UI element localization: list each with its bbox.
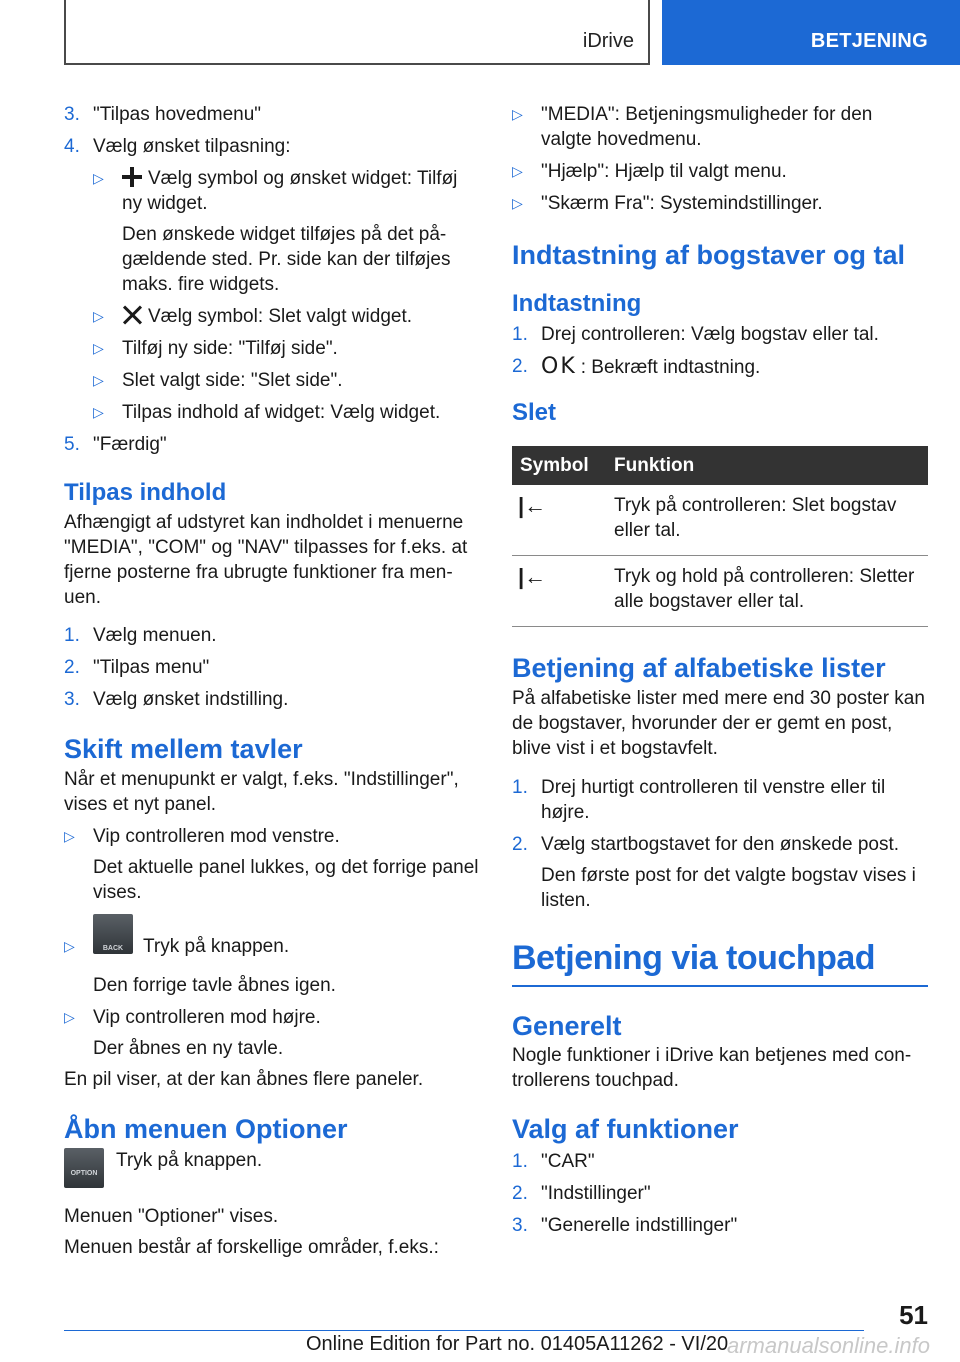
- watermark: armanualsonline.info: [726, 1333, 930, 1358]
- delete-back-icon: |←: [512, 485, 606, 556]
- option-button-image: OPTION: [64, 1148, 104, 1188]
- list-item: 4. Vælg ønsket tilpasning:: [64, 136, 291, 157]
- heading-tilpas-indhold: Tilpas indhold: [64, 479, 227, 506]
- bullet-item: ▷ "Skærm Fra": Systemindstillinger.: [512, 193, 823, 214]
- bullet-item: ▷ Tilføj ny side: "Tilføj side".: [93, 338, 338, 359]
- bullet-triangle-icon: ▷: [93, 170, 104, 186]
- heading-slet: Slet: [512, 399, 557, 426]
- heading-optioner: Åbn menuen Optioner: [64, 1114, 348, 1144]
- plus-icon: [122, 167, 142, 187]
- note-text: Den ønskede widget tilføjes på det pågældende sted. Pr. side kan der tilføjes maks. fire widgets.: [122, 224, 451, 295]
- bullet-triangle-icon: ▷: [64, 828, 75, 844]
- header-section-box: [64, 0, 650, 65]
- close-icon: [122, 305, 142, 325]
- heading-generelt: Generelt: [512, 1011, 622, 1041]
- header-chapter-title: BETJENING: [810, 30, 928, 52]
- left-column: [64, 102, 482, 1260]
- header-section-title: iDrive: [582, 30, 634, 52]
- bullet-item: ▷ Vip controlleren mod venstre.: [64, 826, 340, 847]
- column-header-symbol: Symbol: [512, 446, 606, 485]
- ok-icon: OK: [541, 354, 577, 379]
- page-number: 51: [899, 1300, 928, 1330]
- back-button-image: BACK: [93, 914, 133, 954]
- list-item: 2. Vælg startbogstavet for den ønskede post.: [512, 834, 900, 855]
- bullet-triangle-icon: ▷: [512, 163, 523, 179]
- heading-indtastning: Indtastning: [512, 290, 642, 317]
- heading-skift-mellem-tavler: Skift mellem tavler: [64, 734, 303, 764]
- bullet-item: ▷ Vælg symbol: Slet valgt widget.: [93, 306, 413, 327]
- table-row: [512, 485, 928, 556]
- bullet-item: ▷ "Hjælp": Hjælp til valgt menu.: [512, 161, 787, 182]
- list-item: 1. Drej controlleren: Vælg bogstav eller tal.: [512, 324, 879, 345]
- list-item: 2. OK : Bekræft indtastning.: [512, 354, 761, 379]
- note-text: Det aktuelle panel lukkes, og det forrige panel vises.: [93, 857, 479, 903]
- list-item: 1. Drej hurtigt controlleren til venstre eller til højre.: [512, 777, 886, 823]
- list-item: 1. Vælg menuen.: [64, 625, 217, 646]
- table-row: [512, 556, 928, 627]
- bullet-triangle-icon: ▷: [64, 938, 75, 954]
- bullet-triangle-icon: ▷: [512, 106, 523, 122]
- table-cell: Tryk på controlleren: Slet bogstav eller tal.: [606, 485, 928, 556]
- list-item: 2. "Indstillinger": [512, 1183, 651, 1204]
- header-chapter-tab: [662, 0, 960, 65]
- bullet-item: ▷ BACK Tryk på knappen.: [64, 914, 482, 969]
- heading-alfabetiske-lister: Betjening af alfabetiske lister: [512, 653, 886, 683]
- bullet-item: ▷ "MEDIA": Betjeningsmuligheder for den valgte hovedmenu.: [512, 104, 873, 150]
- paragraph: Nogle funktioner i iDrive kan betjenes med controllerens touchpad.: [512, 1045, 912, 1091]
- paragraph: Menuen består af forskellige områder, f.eks.:: [64, 1237, 439, 1258]
- footer-divider: [64, 1330, 864, 1331]
- list-item: 3. Vælg ønsket indstilling.: [64, 689, 289, 710]
- delete-back-icon: |←: [512, 556, 606, 627]
- symbol-table: [512, 446, 928, 627]
- note-text: Den første post for det valgte bogstav vises i listen.: [541, 865, 916, 911]
- paragraph: Afhængigt af udstyret kan indholdet i menuerne "MEDIA", "COM" og "NAV" tilpasses for f.eks. at fjerne posterne fra ubrugte funktioner fra menuen.: [64, 512, 468, 608]
- table-cell: Tryk og hold på controlleren: Sletter alle bogstaver eller tal.: [606, 556, 928, 627]
- column-header-funktion: Funktion: [606, 446, 928, 485]
- note-text: Den forrige tavle åbnes igen.: [93, 975, 336, 996]
- heading-valg-af-funktioner: Valg af funktioner: [512, 1114, 739, 1144]
- bullet-item: ▷ Slet valgt side: "Slet side".: [93, 370, 343, 391]
- right-column: [512, 102, 928, 1238]
- list-item: 1. "CAR": [512, 1151, 595, 1172]
- list-item: 2. "Tilpas menu": [64, 657, 210, 678]
- bullet-item: ▷ Tilpas indhold af widget: Vælg widget.: [93, 402, 441, 423]
- paragraph: På alfabetiske lister med mere end 30 poster kan de bogstaver, hvorunder der er gemt en post, blive vist i et bogstavfelt.: [512, 688, 925, 759]
- bullet-triangle-icon: ▷: [64, 1009, 75, 1025]
- paragraph: En pil viser, at der kan åbnes flere paneler.: [64, 1069, 424, 1090]
- note-text: Der åbnes en ny tavle.: [93, 1038, 284, 1059]
- list-item: 3. "Generelle indstillinger": [512, 1215, 738, 1236]
- option-row: OPTION Tryk på knappen.: [64, 1148, 482, 1192]
- table-header-row: [512, 446, 928, 485]
- bullet-triangle-icon: ▷: [512, 195, 523, 211]
- paragraph: Når et menupunkt er valgt, f.eks. "Indstillinger", vises et nyt panel.: [64, 769, 459, 815]
- list-item: 5. "Færdig": [64, 434, 167, 455]
- bullet-item: ▷ Vælg symbol og ønsket widget: Tilføj ny widget.: [93, 168, 458, 214]
- bullet-triangle-icon: ▷: [93, 340, 104, 356]
- list-item: 3. "Tilpas hovedmenu": [64, 104, 262, 125]
- bullet-item: ▷ Vip controlleren mod højre.: [64, 1007, 321, 1028]
- bullet-triangle-icon: ▷: [93, 372, 104, 388]
- bullet-triangle-icon: ▷: [93, 404, 104, 420]
- heading-indtastning-bogstaver: Indtastning af bogstaver og tal: [512, 240, 906, 270]
- heading-touchpad: Betjening via touchpad: [512, 937, 928, 987]
- paragraph: Menuen "Optioner" vises.: [64, 1206, 279, 1227]
- footer-edition: Online Edition for Part no. 01405A11262 - VI/20: [306, 1333, 729, 1355]
- bullet-triangle-icon: ▷: [93, 308, 104, 324]
